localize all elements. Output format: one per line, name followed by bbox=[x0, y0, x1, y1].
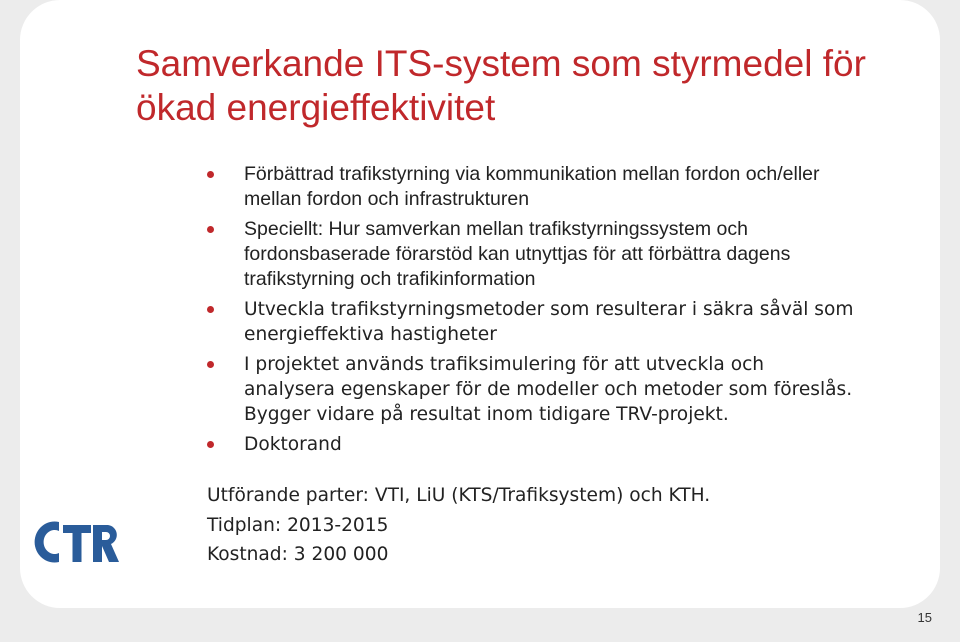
bullet-dot-icon bbox=[207, 306, 214, 313]
bullet-dot-icon bbox=[207, 171, 214, 178]
bullet-dot-icon bbox=[207, 361, 214, 368]
project-info bbox=[207, 481, 927, 570]
bullet-item bbox=[206, 352, 856, 427]
ctr-logo bbox=[33, 521, 121, 563]
bullet-text: Speciellt: Hur samverkan mellan trafikstyrningssystem och fordonsbaserade förarstöd kan utnyttjas för att förbättra dagens trafikstyrning och trafikinformation bbox=[244, 218, 791, 290]
bullet-dot-icon bbox=[207, 226, 214, 233]
bullet-dot-icon bbox=[207, 441, 214, 448]
slide-title: Samverkande ITS-system som styrmedel för ökad energieffektivitet bbox=[136, 43, 866, 128]
bullet-text: Förbättrad trafikstyrning via kommunikation mellan fordon och/eller mellan fordon och infrastrukturen bbox=[244, 163, 820, 210]
bullet-text: Utveckla trafikstyrningsmetoder som resulterar i säkra såväl som energieffektiva hastigheter bbox=[244, 299, 854, 345]
cost-text: Kostnad: 3 200 000 bbox=[207, 544, 389, 565]
partners-text: Utförande parter: VTI, LiU (KTS/Trafiksystem) och KTH. bbox=[207, 485, 711, 506]
bullet-item bbox=[206, 297, 856, 347]
bullet-text: I projektet används trafiksimulering för att utveckla och analysera egenskaper för de modeller och metoder som föreslås. Bygger vidare på resultat inom tidigare TRV-projekt. bbox=[244, 354, 853, 425]
bullet-item bbox=[206, 432, 856, 457]
bullet-item bbox=[206, 217, 856, 292]
bullet-list bbox=[206, 162, 856, 457]
timeline-text: Tidplan: 2013-2015 bbox=[207, 514, 389, 536]
bullet-item bbox=[206, 162, 856, 212]
bullet-text: Doktorand bbox=[244, 434, 342, 455]
page-number: 15 bbox=[917, 610, 932, 625]
